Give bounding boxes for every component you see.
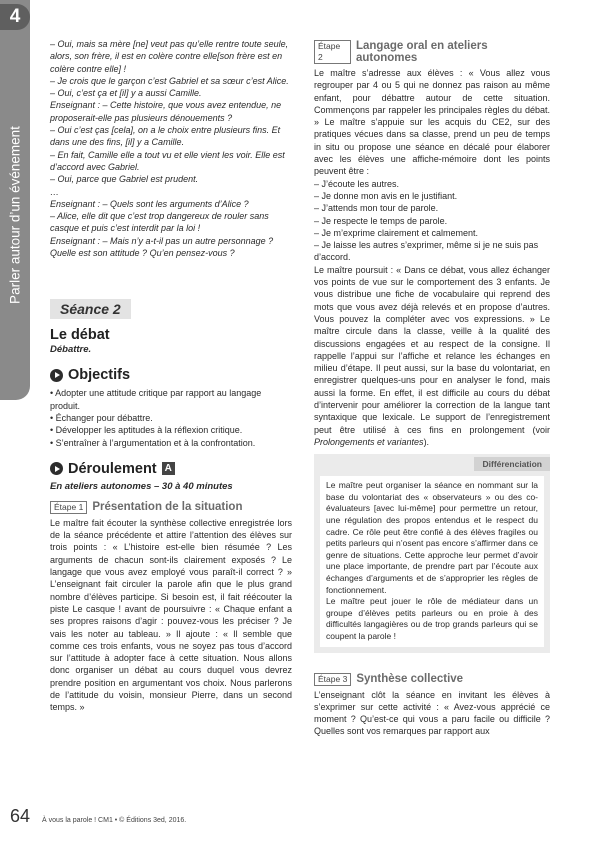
dialogue-line: – Alice, elle dit que c’est trop dangereux de rouler sans casque et puis c’est interdit par la loi !	[50, 211, 269, 234]
list-item: • Échanger pour débattre.	[50, 412, 153, 423]
list-item: – Je laisse les autres s’exprimer, même si je ne suis pas d’accord.	[314, 240, 539, 263]
etape2-heading	[314, 40, 550, 64]
etape2-label: Étape 2	[314, 40, 351, 64]
differenciation-content	[320, 476, 544, 646]
list-item: – J’attends mon tour de parole.	[314, 203, 439, 214]
ateliers-badge: A	[162, 462, 175, 475]
objectifs-list	[50, 387, 292, 448]
debate-rules-list	[314, 178, 550, 264]
page-number: 64	[10, 806, 31, 826]
chapter-side-tab	[0, 0, 30, 400]
dialogue-line: Enseignant : – Cette histoire, que vous avez entendue, ne proposerait-elle pas plusieurs dénouements ?	[50, 100, 282, 123]
list-item: • Adopter une attitude critique par rapport au langage produit.	[50, 388, 262, 411]
etape3-title: Synthèse collective	[356, 672, 464, 685]
list-item: • S’entraîner à l’argumentation et à la confrontation.	[50, 437, 256, 448]
seance-subtitle: Débattre.	[50, 344, 92, 356]
play-circle-icon	[50, 462, 63, 475]
dialogue-line: …	[50, 186, 59, 197]
list-item: – Je m’exprime clairement et calmement.	[314, 227, 479, 238]
left-column	[50, 38, 292, 714]
dialogue-line: – Oui, mais sa mère [ne] veut pas qu’elle rentre toute seule, alors, son frère, il est en colère contre elle[son frère est en colère contre elle] !	[50, 39, 289, 74]
play-circle-icon	[50, 369, 63, 382]
dialogue-line: – Oui, c’est ça et [il] y a aussi Camille.	[50, 88, 202, 99]
etape2-text	[314, 264, 550, 448]
ateliers-duration: En ateliers autonomes – 30 à 40 minutes	[50, 480, 233, 492]
objectifs-heading	[50, 367, 292, 383]
dialogue-line: – En fait, Camille elle a tout vu et elle vient les voir. Elle est d’accord avec Gabriel.	[50, 149, 285, 172]
footer-copyright: À vous la parole ! CM1 • © Éditions 3ed, 2016.	[42, 817, 187, 824]
chapter-number: 4	[0, 4, 30, 30]
etape3-heading	[314, 673, 550, 686]
dialogue-line: – Oui, parce que Gabriel est prudent.	[50, 174, 199, 185]
differenciation-box	[314, 454, 550, 652]
etape1-label: Étape 1	[50, 501, 87, 514]
differenciation-label: Différenciation	[474, 457, 550, 471]
etape1-heading	[50, 501, 292, 514]
dialogue-line: – Oui c’est ças [cela], on a le choix entre plusieurs fins. Et dans une des fins, [il] y a Camille.	[50, 125, 281, 148]
etape3-label: Étape 3	[314, 673, 351, 686]
right-column	[314, 40, 550, 738]
differenciation-p1: Le maître peut organiser la séance en nommant sur la base du volontariat des « observateurs » ou des co-évaluateurs [avec lui-même] pour permettre un retour, une régulation des propos entendus et le respect du cadre. Ce rôle peut être confié à des élèves fragiles ou petits parleurs qui n’osent pas encore s’affirmer dans ce genre de situations. Cette approche leur permet d’avoir une place importante, de prendre part par l’écoute aux échanges d’arguments et de s’approprier les règles de fonctionnement.	[326, 480, 538, 595]
etape2-intro: Le maître s’adresse aux élèves : « Vous allez vous regrouper par 4 ou 5 qui ne donnez pas raison au même enfant, pour débattre autour de cette situation. Commençons par rappeler les principales règles du débat. » Le maître s’appuie sur les acquis du CE2, sur des pratiques vécues dans sa classe, prend un peu de temps in situ ou propose une séance en décalé pour élaborer avec les élèves une affiche-mémoire dont les points peuvent être :	[314, 68, 550, 177]
page-footer	[10, 806, 186, 827]
seance-title: Le débat	[50, 327, 110, 344]
dialogue-line: Enseignant : – Mais n’y a-t-il pas un autre personnage ? Quelle est son attitude ? Qu’en pensez-vous ?	[50, 235, 274, 259]
differenciation-p2: Le maître peut jouer le rôle de médiateur dans un groupe d’élèves petits parleurs ou en proie à des difficultés langagières ou de trop grands parleurs qui se coupent la parole !	[326, 596, 538, 641]
list-item: – J’écoute les autres.	[314, 178, 400, 189]
etape3-text: L’enseignant clôt la séance en invitant les élèves à s’exprimer sur cette activité : « Avez-vous apprécié ce moment ? Qu’est-ce qui vous a paru facile ou difficile ? Quelles sont vos remarques par rapport aux	[314, 689, 550, 737]
objectifs-title: Objectifs	[68, 367, 131, 384]
dialogue-excerpt	[50, 38, 292, 259]
etape2-title: Langage oral en ateliers autonomes	[355, 40, 488, 64]
seance-label: Séance 2	[50, 299, 131, 319]
etape2-text-main: Le maître poursuit : « Dans ce débat, vous allez échanger vos points de vue sur le comportement des 3 enfants. Je vous distribue une fiche de vocabulaire qui reprend des mots que vous avez déjà relevés et en propose d’autres. Vous pouvez la compléter avec vos expressions. » Le maître circule dans la classe, veille à la qualité des discussions engagées et au respect de la consigne. Il rappelle l’appui sur l’affiche et relance les échanges en milieu d’étape. Il peut aussi, sur la base du volontariat, en enregistrer quelques-uns pour en analyser le fond, mais aussi la forme. En effet, il est difficile au cours du débat d’intervenir pour améliorer la correction de la langue tant syntaxique que lexicale. Le support de l’enregistrement peut être utilisé à ces fins en prolongement (voir	[314, 264, 550, 435]
list-item: – Je respecte le temps de parole.	[314, 215, 448, 226]
list-item: – Je donne mon avis en le justifiant.	[314, 190, 458, 201]
list-item: • Développer les aptitudes à la réflexion critique.	[50, 425, 243, 436]
deroulement-title: Déroulement	[68, 460, 157, 477]
etape1-title: Présentation de la situation	[92, 500, 243, 513]
chapter-title: Parler autour d’un événement	[7, 126, 23, 304]
etape1-text: Le maître fait écouter la synthèse collective enregistrée lors de la séance précédente et attire l’attention des élèves sur trois points : « L’histoire est-elle bien résumée ? Les arguments de chacun sont-ils clairement exposés ? Le langage que vous avez employé vous paraît-il correct ? » L’enseignant fait circuler la parole afin que le plus grand nombre d’élèves participe. Si besoin est, il fait réécouter la piste Le casque ! avant de poursuivre : « Chaque enfant a ses propres raisons d’agir : pouvez-vous les préciser ? Je vais les noter au tableau. » Il ajoute : « Il semble que comme ces trois enfants, vous ne soyez pas tous d’accord sur l’attitude à adopter face à cette situation. Nous allons donc organiser un débat au cours duquel vous devrez prendre position en argumentant vos choix. Nous parlerons de l’attitude du voisin, monsieur Pierre, dans un second temps. »	[50, 517, 292, 713]
dialogue-line: – Je crois que le garçon c’est Gabriel et sa sœur c’est Alice.	[50, 75, 289, 86]
etape2-text-end: ).	[423, 436, 430, 447]
dialogue-line: Enseignant : – Quels sont les arguments d’Alice ?	[50, 198, 249, 209]
seance-header	[50, 299, 292, 355]
differenciation-label-row	[314, 454, 550, 472]
prolongements-reference: Prolongements et variantes	[314, 436, 424, 447]
deroulement-heading	[50, 461, 292, 477]
